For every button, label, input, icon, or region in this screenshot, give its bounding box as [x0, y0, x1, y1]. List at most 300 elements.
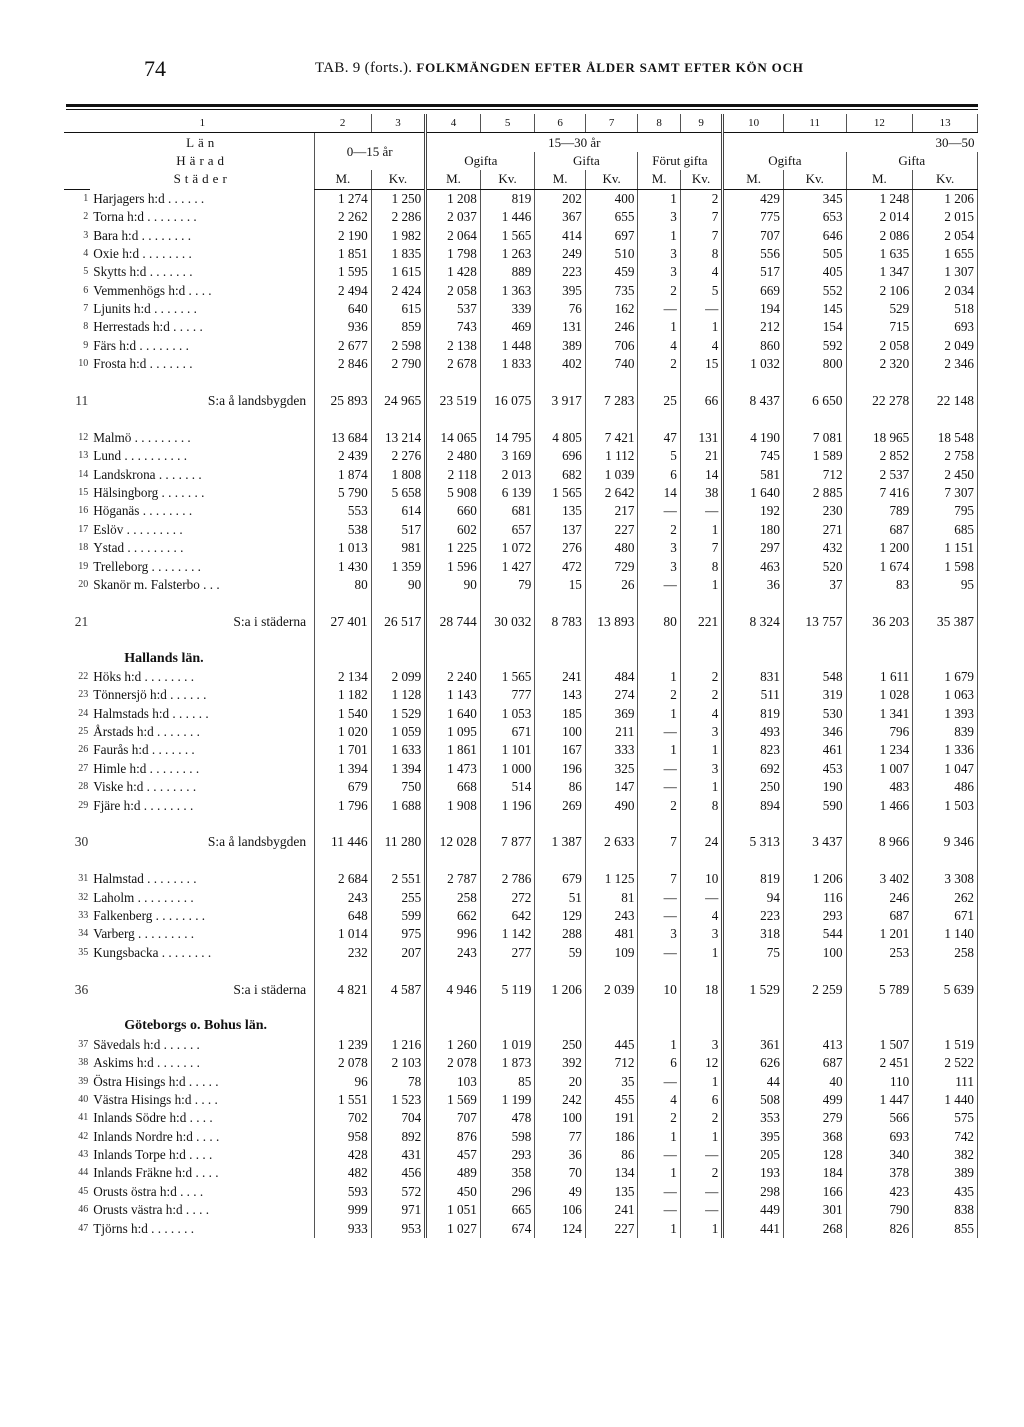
heading-gifta: Gifta [846, 152, 977, 170]
table-row [64, 888, 978, 906]
cell-value: 227 [585, 1219, 638, 1237]
cell-value: 277 [480, 944, 535, 962]
cell-value: 681 [480, 502, 535, 520]
cell-value: 367 [535, 208, 586, 226]
cell-value: — [638, 1072, 680, 1090]
cell-value: 279 [783, 1109, 846, 1127]
area-name: Årstads h:d . . . . . . . [93, 724, 200, 740]
cell-value: 1 [638, 668, 680, 686]
heading-kv: Kv. [585, 170, 638, 189]
cell-value: 8 324 [723, 613, 784, 631]
cell-value: 2 633 [585, 833, 638, 851]
cell-value: 3 [680, 760, 722, 778]
cell-value: 378 [846, 1164, 913, 1182]
cell-value: 2 790 [371, 355, 426, 373]
cell-value: 2 078 [426, 1054, 481, 1072]
table-row [64, 263, 978, 281]
cell-value: 301 [783, 1201, 846, 1219]
row-number: 13 [78, 450, 89, 462]
row-number: 8 [83, 321, 89, 333]
cell-value: 1 565 [535, 484, 586, 502]
cell-value: 831 [723, 668, 784, 686]
cell-value: 47 [638, 429, 680, 447]
col-number: 5 [480, 114, 535, 133]
cell-value: 1 565 [480, 226, 535, 244]
cell-value: 590 [783, 796, 846, 814]
cell-value: 14 795 [480, 429, 535, 447]
cell-value: 859 [371, 318, 426, 336]
cell-value: 1 013 [315, 539, 372, 557]
cell-value: 395 [535, 282, 586, 300]
cell-value: 11 446 [315, 833, 372, 851]
cell-value: 361 [723, 1036, 784, 1054]
cell-value: 3 [638, 925, 680, 943]
cell-value: 36 203 [846, 613, 913, 631]
cell-value: 593 [315, 1183, 372, 1201]
cell-value: 1 143 [426, 686, 481, 704]
cell-value: 566 [846, 1109, 913, 1127]
area-name: Skytts h:d . . . . . . . [93, 264, 193, 280]
table-row [64, 760, 978, 778]
cell-value: 996 [426, 925, 481, 943]
cell-value: 4 946 [426, 980, 481, 998]
cell-value: 2 013 [480, 465, 535, 483]
area-name: Halmstad . . . . . . . . [93, 871, 197, 887]
cell-value: 933 [315, 1219, 372, 1237]
row-number: 26 [78, 744, 89, 756]
cell-value: 16 075 [480, 392, 535, 410]
cell-value: 110 [846, 1072, 913, 1090]
cell-value: 826 [846, 1219, 913, 1237]
cell-value: 271 [783, 521, 846, 539]
cell-value: 217 [585, 502, 638, 520]
cell-value: 1 208 [426, 189, 481, 208]
cell-value: 1 640 [723, 484, 784, 502]
cell-value: 358 [480, 1164, 535, 1182]
cell-value: 2 058 [426, 282, 481, 300]
row-number: 3 [83, 229, 89, 241]
area-name: Eslöv . . . . . . . . . [93, 521, 183, 537]
cell-value: 889 [480, 263, 535, 281]
cell-value: 1 [638, 1164, 680, 1182]
cell-value: 1 851 [315, 245, 372, 263]
cell-value: 1 072 [480, 539, 535, 557]
table-row [64, 723, 978, 741]
cell-value: 599 [371, 907, 426, 925]
cell-value: 5 313 [723, 833, 784, 851]
cell-value: 211 [585, 723, 638, 741]
cell-value: 2 118 [426, 465, 481, 483]
cell-value: 1 [680, 1219, 722, 1237]
sum-row [64, 613, 978, 631]
cell-value: 5 908 [426, 484, 481, 502]
cell-value: 1 [638, 741, 680, 759]
cell-value: 15 [680, 355, 722, 373]
cell-value: 2 [638, 355, 680, 373]
cell-value: 1 519 [913, 1036, 978, 1054]
area-name: Trelleborg . . . . . . . . [93, 558, 201, 574]
heading-m: M. [535, 170, 586, 189]
cell-value: 90 [426, 576, 481, 594]
cell-value: 478 [480, 1109, 535, 1127]
col-number: 6 [535, 114, 586, 133]
heading-ogifta: Ogifta [723, 152, 846, 170]
cell-value: — [638, 723, 680, 741]
cell-value: 85 [480, 1072, 535, 1090]
cell-value: 207 [371, 944, 426, 962]
row-number: 29 [78, 799, 89, 811]
cell-value: 2 262 [315, 208, 372, 226]
cell-value: 640 [315, 300, 372, 318]
cell-value: 20 [535, 1072, 586, 1090]
area-name: Askims h:d . . . . . . . [93, 1055, 200, 1071]
cell-value: — [638, 944, 680, 962]
cell-value: 592 [783, 337, 846, 355]
cell-value: 1 341 [846, 705, 913, 723]
cell-value: 298 [723, 1183, 784, 1201]
heading-kv: Kv. [371, 170, 426, 189]
sum-row [64, 392, 978, 410]
col-number: 8 [638, 114, 680, 133]
cell-value: 520 [783, 557, 846, 575]
cell-value: 35 [585, 1072, 638, 1090]
area-name: Harjagers h:d . . . . . . [93, 190, 205, 206]
cell-value: 2 [680, 1164, 722, 1182]
cell-value: 1 394 [315, 760, 372, 778]
cell-value: 682 [535, 465, 586, 483]
row-number: 21 [74, 613, 89, 629]
table-row [64, 521, 978, 539]
cell-value: 1 874 [315, 465, 372, 483]
cell-value: 2 480 [426, 447, 481, 465]
cell-value: 740 [585, 355, 638, 373]
cell-value: 975 [371, 925, 426, 943]
cell-value: 18 [680, 980, 722, 998]
cell-value: 2 106 [846, 282, 913, 300]
cell-value: 5 790 [315, 484, 372, 502]
heading-m: M. [723, 170, 784, 189]
col-number: 11 [783, 114, 846, 133]
cell-value: 819 [723, 705, 784, 723]
cell-value: 223 [723, 907, 784, 925]
cell-value: 687 [846, 521, 913, 539]
row-number: 44 [78, 1167, 89, 1179]
cell-value: 646 [783, 226, 846, 244]
cell-value: 517 [371, 521, 426, 539]
cell-value: 1 274 [315, 189, 372, 208]
col-number: 3 [371, 114, 426, 133]
cell-value: 743 [426, 318, 481, 336]
area-name: Bara h:d . . . . . . . . [93, 227, 192, 243]
cell-value: 795 [913, 502, 978, 520]
cell-value: 1 [638, 189, 680, 208]
cell-value: 481 [585, 925, 638, 943]
cell-value: 1 [680, 944, 722, 962]
cell-value: 823 [723, 741, 784, 759]
cell-value: 1 565 [480, 668, 535, 686]
cell-value: 1 [680, 1127, 722, 1145]
cell-value: 193 [723, 1164, 784, 1182]
cell-value: 135 [535, 502, 586, 520]
area-name: Höks h:d . . . . . . . . [93, 668, 195, 684]
cell-value: 36 [535, 1146, 586, 1164]
cell-value: 1 633 [371, 741, 426, 759]
sum-label: S:a i städerna [233, 613, 307, 629]
cell-value: 1 095 [426, 723, 481, 741]
cell-value: 1 200 [846, 539, 913, 557]
cell-value: 693 [846, 1127, 913, 1145]
cell-value: 2 551 [371, 870, 426, 888]
cell-value: 493 [723, 723, 784, 741]
cell-value: 1 873 [480, 1054, 535, 1072]
cell-value: — [638, 1201, 680, 1219]
heading-age-0-15: 0—15 år [315, 133, 426, 170]
cell-value: 26 517 [371, 613, 426, 631]
row-number: 20 [78, 578, 89, 590]
cell-value: 1 063 [913, 686, 978, 704]
row-number: 2 [83, 211, 89, 223]
cell-value: 1 250 [371, 189, 426, 208]
cell-value: 1 000 [480, 760, 535, 778]
cell-value: 2 846 [315, 355, 372, 373]
table-row [64, 1127, 978, 1145]
table-row [64, 300, 978, 318]
cell-value: 1 216 [371, 1036, 426, 1054]
area-name: Färs h:d . . . . . . . . [93, 337, 189, 353]
cell-value: 137 [535, 521, 586, 539]
cell-value: 1 028 [846, 686, 913, 704]
cell-value: 556 [723, 245, 784, 263]
cell-value: 389 [913, 1164, 978, 1182]
section-title-row [64, 649, 978, 667]
cell-value: — [638, 1183, 680, 1201]
cell-value: 2 058 [846, 337, 913, 355]
cell-value: 3 917 [535, 392, 586, 410]
cell-value: 729 [585, 557, 638, 575]
cell-value: 2 [638, 1109, 680, 1127]
cell-value: 1 428 [426, 263, 481, 281]
cell-value: 184 [783, 1164, 846, 1182]
cell-value: 3 402 [846, 870, 913, 888]
cell-value: 702 [315, 1109, 372, 1127]
row-number: 46 [78, 1204, 89, 1216]
sum-label: S:a å landsbygden [207, 393, 307, 409]
cell-value: 250 [535, 1036, 586, 1054]
cell-value: 2 786 [480, 870, 535, 888]
cell-value: 12 [680, 1054, 722, 1072]
cell-value: 999 [315, 1201, 372, 1219]
table-row [64, 447, 978, 465]
heading-harad: Härad [176, 153, 229, 169]
title-prefix: TAB. 9 (forts.). [315, 60, 413, 76]
heading-lan: Län [186, 135, 219, 151]
spacer-row [64, 962, 978, 980]
cell-value: 13 684 [315, 429, 372, 447]
cell-value: 1 589 [783, 447, 846, 465]
cell-value: 1 569 [426, 1091, 481, 1109]
section-title-row [64, 1017, 978, 1035]
cell-value: 455 [585, 1091, 638, 1109]
cell-value: 1 430 [315, 557, 372, 575]
cell-value: 3 [638, 208, 680, 226]
cell-value: 18 548 [913, 429, 978, 447]
cell-value: 10 [638, 980, 680, 998]
cell-value: 86 [585, 1146, 638, 1164]
cell-value: 1 [638, 226, 680, 244]
cell-value: 671 [480, 723, 535, 741]
cell-value: 1 808 [371, 465, 426, 483]
cell-value: 1 239 [315, 1036, 372, 1054]
cell-value: 715 [846, 318, 913, 336]
cell-value: 1 020 [315, 723, 372, 741]
cell-value: 7 [680, 226, 722, 244]
area-name: Inlands Fräkne h:d . . . . [93, 1165, 219, 1181]
cell-value: 76 [535, 300, 586, 318]
cell-value: 2 276 [371, 447, 426, 465]
cell-value: 2 014 [846, 208, 913, 226]
cell-value: 40 [783, 1072, 846, 1090]
cell-value: 510 [585, 245, 638, 263]
table-row [64, 796, 978, 814]
cell-value: 318 [723, 925, 784, 943]
cell-value: 2 450 [913, 465, 978, 483]
cell-value: 1 [638, 1219, 680, 1237]
cell-value: 414 [535, 226, 586, 244]
cell-value: 1 125 [585, 870, 638, 888]
cell-value: 221 [680, 613, 722, 631]
cell-value: 892 [371, 1127, 426, 1145]
cell-value: 1 507 [846, 1036, 913, 1054]
stub-heading [90, 133, 314, 189]
heading-age-15-30: 15—30 år [426, 133, 723, 152]
cell-value: 2 [680, 189, 722, 208]
cell-value: 1 047 [913, 760, 978, 778]
cell-value: — [638, 907, 680, 925]
cell-value: 1 473 [426, 760, 481, 778]
cell-value: 1 112 [585, 447, 638, 465]
spacer-row [64, 852, 978, 870]
cell-value: — [680, 502, 722, 520]
cell-value: 369 [585, 705, 638, 723]
cell-value: 269 [535, 796, 586, 814]
cell-value: 529 [846, 300, 913, 318]
row-number: 31 [78, 873, 89, 885]
cell-value: 27 401 [315, 613, 372, 631]
cell-value: 8 [680, 796, 722, 814]
area-name: Hälsingborg . . . . . . . [93, 485, 205, 500]
row-number: 36 [74, 981, 89, 997]
area-name: Skanör m. Falsterbo . . . [93, 576, 220, 592]
cell-value: 1 446 [480, 208, 535, 226]
area-name: Tjörns h:d . . . . . . . [93, 1220, 195, 1236]
cell-value: 78 [371, 1072, 426, 1090]
row-number: 38 [78, 1057, 89, 1069]
area-name: Frosta h:d . . . . . . . [93, 356, 193, 372]
cell-value: — [638, 1146, 680, 1164]
cell-value: 511 [723, 686, 784, 704]
table-row [64, 1054, 978, 1072]
area-name: Viske h:d . . . . . . . . [93, 779, 197, 795]
cell-value: 6 [680, 1091, 722, 1109]
cell-value: 13 893 [585, 613, 638, 631]
cell-value: 249 [535, 245, 586, 263]
area-name: Laholm . . . . . . . . . [93, 889, 194, 905]
cell-value: 449 [723, 1201, 784, 1219]
cell-value: 346 [783, 723, 846, 741]
cell-value: 431 [371, 1146, 426, 1164]
cell-value: 135 [585, 1183, 638, 1201]
heading-m: M. [315, 170, 372, 189]
heading-age-30-50: 30—50 [935, 134, 975, 150]
cell-value: 382 [913, 1146, 978, 1164]
cell-value: 103 [426, 1072, 481, 1090]
cell-value: 657 [480, 521, 535, 539]
heading-m: M. [426, 170, 481, 189]
cell-value: 232 [315, 944, 372, 962]
cell-value: — [680, 888, 722, 906]
cell-value: 2 677 [315, 337, 372, 355]
cell-value: 243 [315, 888, 372, 906]
cell-value: 461 [783, 741, 846, 759]
cell-value: 1 359 [371, 557, 426, 575]
col-number: 10 [723, 114, 784, 133]
cell-value: 400 [585, 189, 638, 208]
cell-value: 1 655 [913, 245, 978, 263]
cell-value: 2 054 [913, 226, 978, 244]
cell-value: 37 [783, 576, 846, 594]
cell-value: 166 [783, 1183, 846, 1201]
cell-value: 1 206 [535, 980, 586, 998]
cell-value: 1 394 [371, 760, 426, 778]
cell-value: 505 [783, 245, 846, 263]
cell-value: 453 [783, 760, 846, 778]
cell-value: 671 [913, 907, 978, 925]
heading-kv: Kv. [680, 170, 722, 189]
cell-value: 514 [480, 778, 535, 796]
row-number: 12 [78, 431, 89, 443]
cell-value: 697 [585, 226, 638, 244]
heading-m: M. [846, 170, 913, 189]
cell-value: — [680, 300, 722, 318]
cell-value: 1 [680, 318, 722, 336]
cell-value: 1 679 [913, 668, 978, 686]
cell-value: 1 503 [913, 796, 978, 814]
cell-value: 296 [480, 1183, 535, 1201]
area-name: Oxie h:d . . . . . . . . [93, 245, 192, 261]
col-number: 4 [426, 114, 481, 133]
cell-value: 1 234 [846, 741, 913, 759]
cell-value: 2 240 [426, 668, 481, 686]
cell-value: 626 [723, 1054, 784, 1072]
cell-value: 1 260 [426, 1036, 481, 1054]
row-number: 23 [78, 689, 89, 701]
cell-value: 1 206 [913, 189, 978, 208]
table-body [64, 189, 978, 1238]
cell-value: 1 908 [426, 796, 481, 814]
cell-value: 450 [426, 1183, 481, 1201]
cell-value: 538 [315, 521, 372, 539]
cell-value: 109 [585, 944, 638, 962]
cell-value: 486 [913, 778, 978, 796]
cell-value: 1 [680, 741, 722, 759]
cell-value: 26 [585, 576, 638, 594]
cell-value: 1 523 [371, 1091, 426, 1109]
cell-value: 819 [723, 870, 784, 888]
cell-value: 253 [846, 944, 913, 962]
cell-value: 2 [680, 1109, 722, 1127]
cell-value: 707 [426, 1109, 481, 1127]
cell-value: 230 [783, 502, 846, 520]
